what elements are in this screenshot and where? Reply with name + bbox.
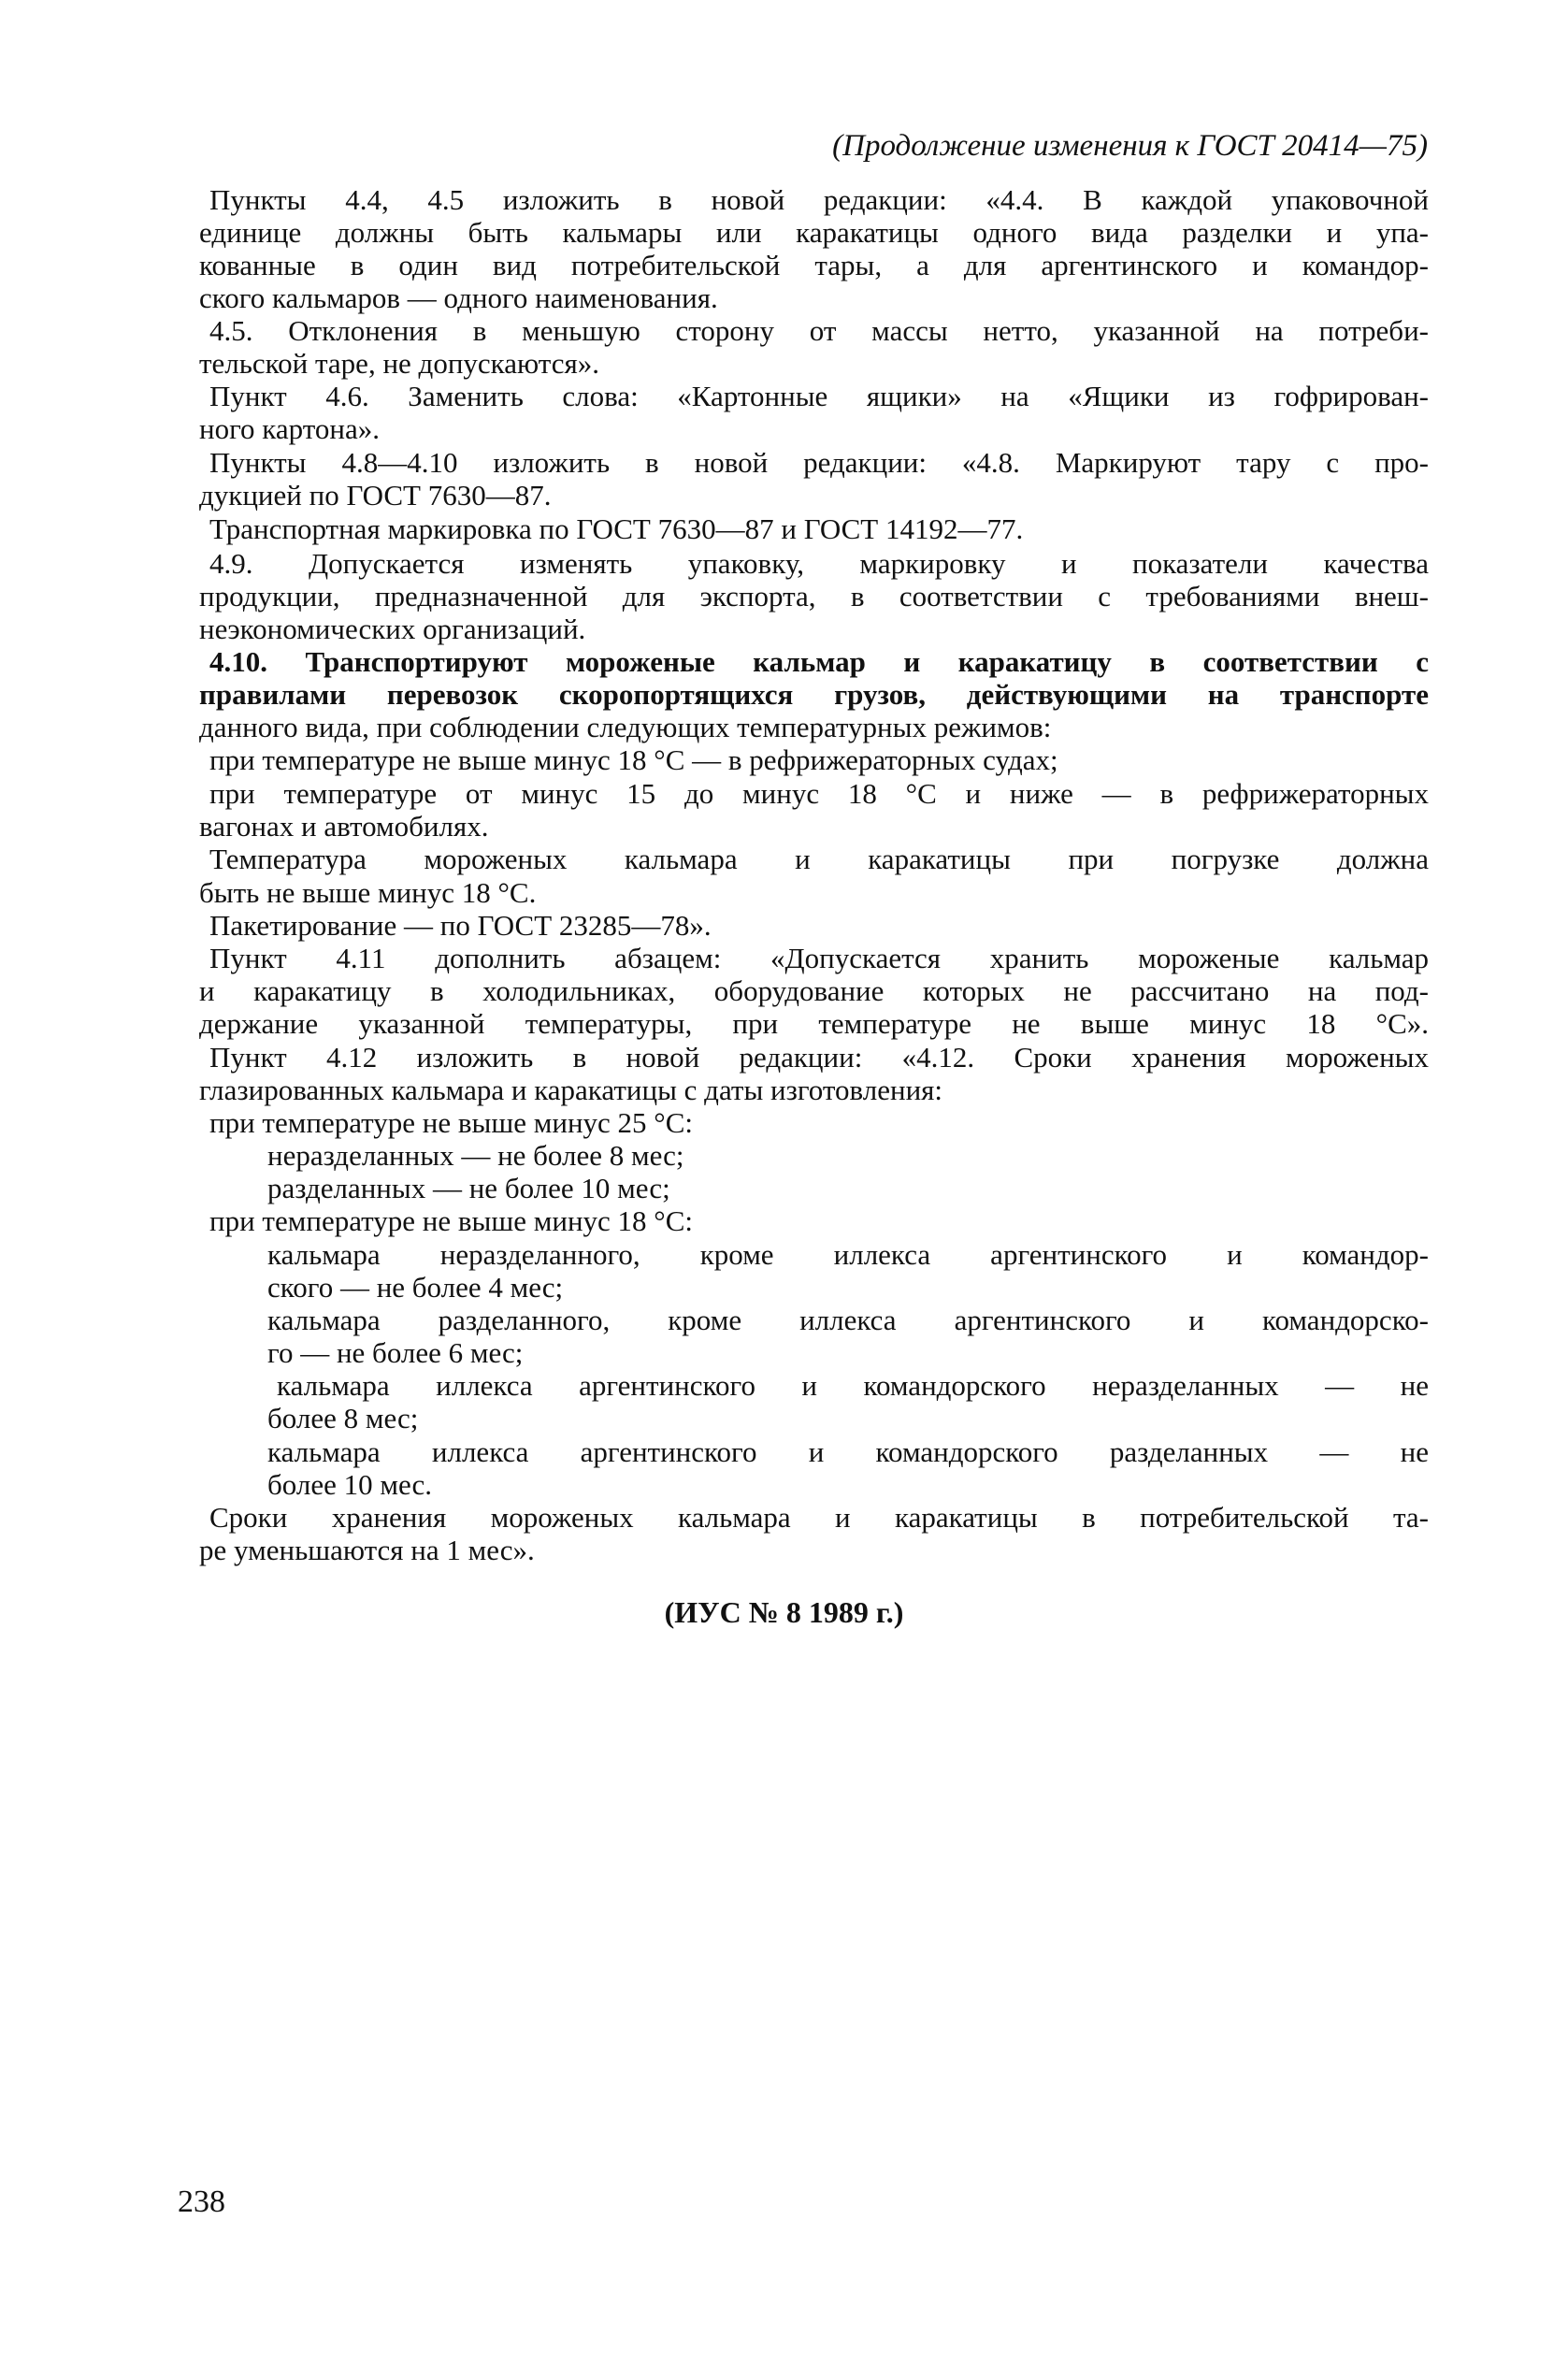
text-line: Пункты 4.4, 4.5 изложить в новой редакции: «4.4. В каждой упаковочной [209,183,1429,216]
text-line: Пункт 4.12 изложить в новой редакции: «4.12. Сроки хранения мороженых [209,1041,1429,1074]
text-line: Температура мороженых кальмара и каракатицы при погрузке должна [209,843,1429,875]
text-line: 4.10. Транспортируют мороженые кальмар и каракатицу в соответствии с [209,645,1429,678]
text-line: тельской таре, не допускаются». [199,347,599,380]
source-reference: (ИУС № 8 1989 г.) [664,1595,904,1629]
text-line: при температуре не выше минус 18 °С — в рефрижераторных судах; [209,743,1058,776]
text-line: продукции, предназначенной для экспорта, в соответствии с требованиями внеш- [199,580,1429,613]
text-line: держание указанной температуры, при температуре не выше минус 18 °С». [199,1007,1429,1040]
text-line: быть не выше минус 18 °С. [199,876,537,909]
text-line: при температуре не выше минус 25 °С: [209,1106,693,1139]
text-line: кальмара разделанного, кроме иллекса аргентинского и командорско- [267,1304,1429,1336]
text-line: 4.5. Отклонения в меньшую сторону от массы нетто, указанной на потреби- [209,314,1429,347]
page-number: 238 [178,2184,225,2219]
text-line: единице должны быть кальмары или каракатицы одного вида разделки и упа- [199,216,1429,249]
text-line: вагонах и автомобилях. [199,810,489,843]
text-line: данного вида, при соблюдении следующих температурных режимов: [199,711,1052,743]
text-line: Пункт 4.11 дополнить абзацем: «Допускается хранить мороженые кальмар [209,942,1429,974]
text-line: разделанных — не более 10 мес; [267,1172,670,1204]
text-line: ского — не более 4 мес; [267,1271,564,1304]
text-line: неразделанных — не более 8 мес; [267,1139,684,1172]
text-line: Пакетирование — по ГОСТ 23285—78». [209,909,712,942]
text-line: при температуре не выше минус 18 °С: [209,1204,693,1237]
running-header: (Продолжение изменения к ГОСТ 20414—75) [832,129,1428,163]
text-line: кальмара иллекса аргентинского и командорского разделанных — не [267,1435,1429,1468]
text-line: более 10 мес. [267,1468,433,1501]
text-line: правилами перевозок скоропортящихся грузов, действующими на транспорте [199,678,1429,711]
text-line: ного картона». [199,412,380,445]
text-line: 4.9. Допускается изменять упаковку, маркировку и показатели качества [209,547,1429,580]
text-line: Пункт 4.6. Заменить слова: «Картонные ящики» на «Ящики из гофрирован- [209,380,1429,412]
text-line: более 8 мес; [267,1402,419,1434]
text-line: неэкономических организаций. [199,613,586,645]
text-line: Сроки хранения мороженых кальмара и каракатицы в потребительской та- [209,1501,1429,1534]
text-line: при температуре от минус 15 до минус 18 °С и ниже — в рефрижераторных [209,777,1429,810]
text-line: кованные в один вид потребительской тары, а для аргентинского и командор- [199,249,1429,281]
text-line: ре уменьшаются на 1 мес». [199,1534,535,1566]
text-line: го — не более 6 мес; [267,1336,524,1369]
text-line: кальмара неразделанного, кроме иллекса аргентинского и командор- [267,1238,1429,1271]
text-line: ского кальмаров — одного наименования. [199,281,718,314]
text-line: Пункты 4.8—4.10 изложить в новой редакции: «4.8. Маркируют тару с про- [209,446,1429,479]
text-line: глазированных кальмара и каракатицы с даты изготовления: [199,1074,943,1106]
text-line: Транспортная маркировка по ГОСТ 7630—87 и ГОСТ 14192—77. [209,512,1024,545]
text-line: и каракатицу в холодильниках, оборудование которых не рассчитано на под- [199,974,1429,1007]
text-line: дукцией по ГОСТ 7630—87. [199,479,552,512]
text-line: кальмара иллекса аргентинского и командорского неразделанных — не [277,1369,1429,1402]
